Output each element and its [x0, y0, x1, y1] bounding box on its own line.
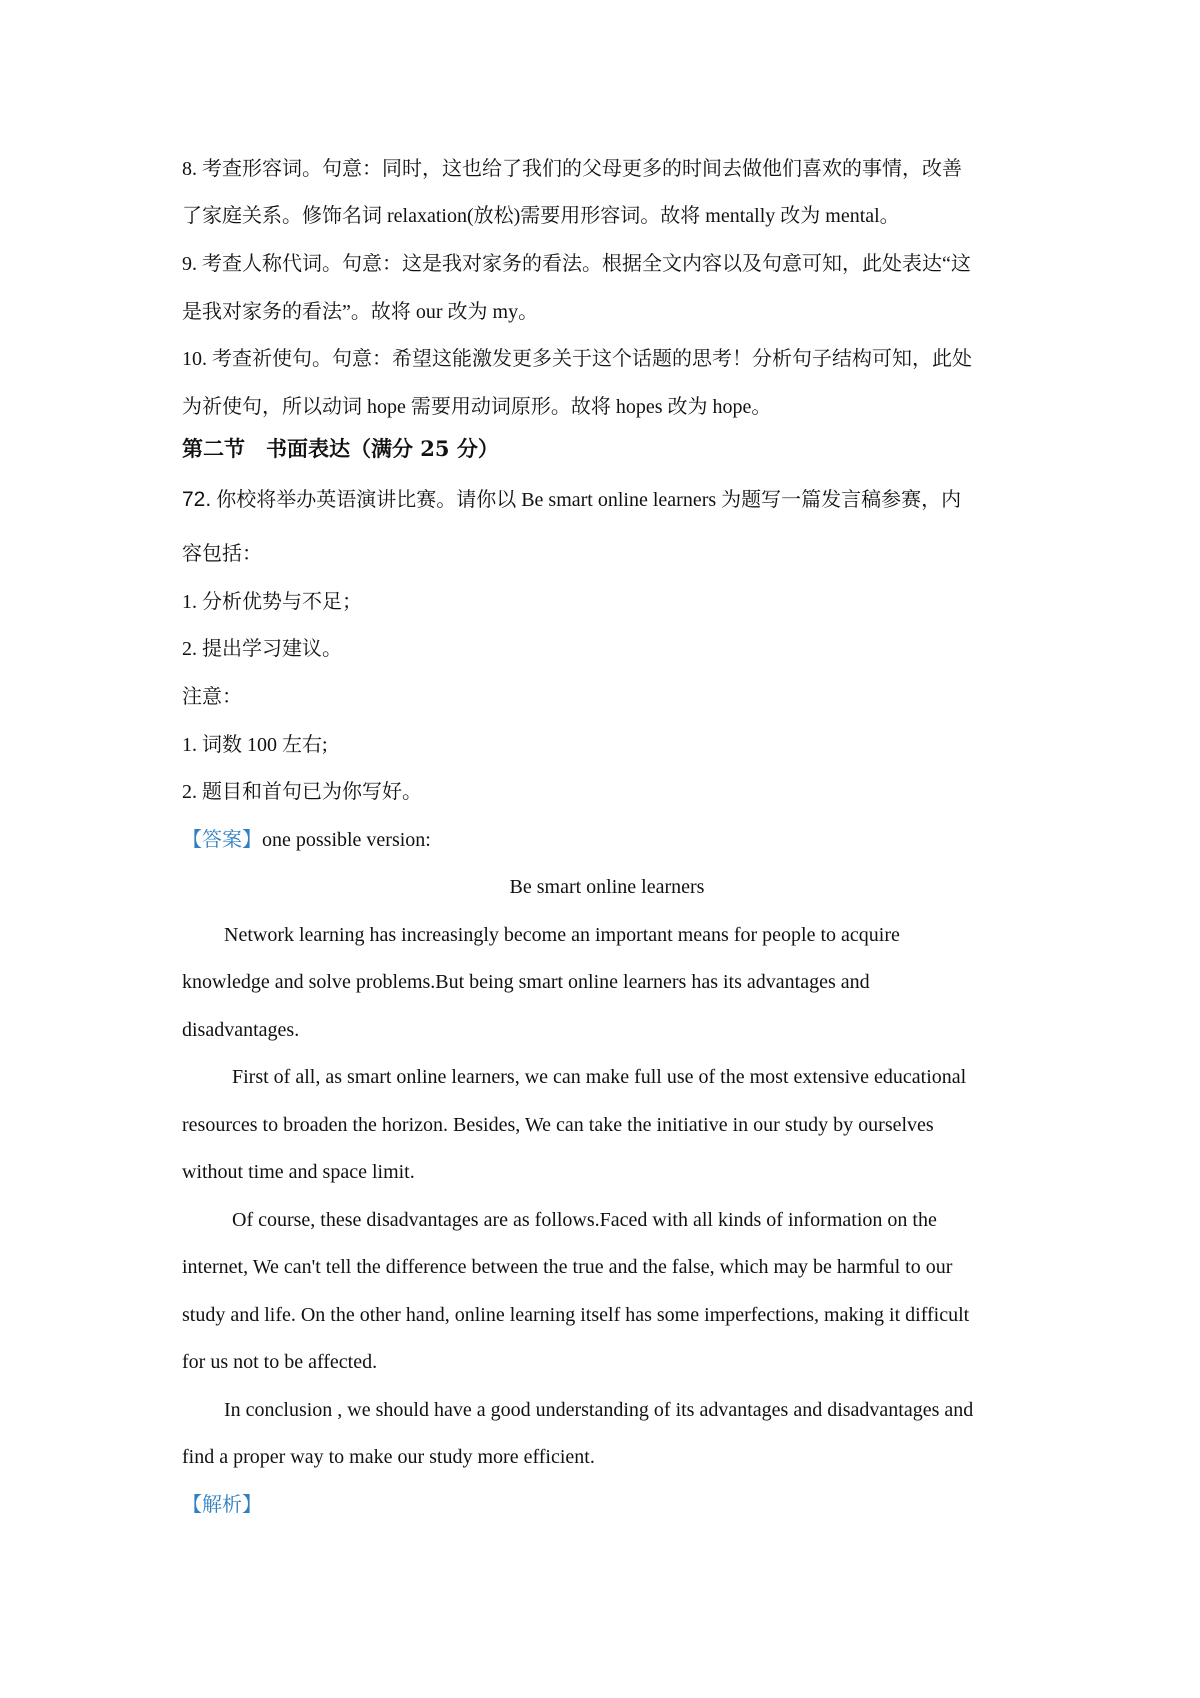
- question-prompt-continued: 容包括：: [182, 543, 262, 565]
- essay-line: without time and space limit.: [182, 1161, 415, 1183]
- question-item: 1. 分析优势与不足；: [182, 591, 362, 613]
- note-item: 1. 词数 100 左右;: [182, 734, 328, 756]
- essay-title: Be smart online learners: [509, 876, 705, 898]
- essay-line: resources to broaden the horizon. Besides, We can take the initiative in our study by ourselves: [182, 1114, 934, 1136]
- essay-line: Network learning has increasingly become an important means for people to acquire: [224, 924, 900, 946]
- question-prompt-text: 你校将举办英语演讲比赛。请你以 Be smart online learners 为题写一篇发言稿参赛，内: [216, 489, 962, 511]
- explanation-line: 10. 考查祈使句。句意：希望这能激发更多关于这个话题的思考！分析句子结构可知，此处: [182, 348, 972, 370]
- note-item: 2. 题目和首句已为你写好。: [182, 781, 422, 803]
- answer-header: [182, 827, 1032, 853]
- explanation-line: 8. 考查形容词。句意：同时，这也给了我们的父母更多的时间去做他们喜欢的事情，改善: [182, 158, 962, 180]
- answer-tag: 【答案】: [182, 829, 262, 851]
- section-heading: 第二节 书面表达（满分 25 分）: [182, 436, 499, 461]
- question-item: 2. 提出学习建议。: [182, 638, 342, 660]
- essay-line: In conclusion , we should have a good understanding of its advantages and disadvantages and: [224, 1399, 974, 1421]
- explanation-line: 了家庭关系。修饰名词 relaxation(放松)需要用形容词。故将 mentally 改为 mental。: [182, 205, 900, 227]
- explanation-line: 为祈使句，所以动词 hope 需要用动词原形。故将 hopes 改为 hope。: [182, 396, 772, 418]
- essay-line: internet, We can't tell the difference between the true and the false, which may be harmful to our: [182, 1256, 953, 1278]
- question-number: 72.: [182, 488, 212, 511]
- essay-line: knowledge and solve problems.But being smart online learners has its advantages and: [182, 971, 870, 993]
- essay-line: disadvantages.: [182, 1019, 300, 1041]
- essay-line: find a proper way to make our study more efficient.: [182, 1446, 595, 1468]
- notes-label: 注意：: [182, 686, 242, 708]
- essay-line: First of all, as smart online learners, we can make full use of the most extensive educational: [232, 1066, 967, 1088]
- explanation-line: 9. 考查人称代词。句意：这是我对家务的看法。根据全文内容以及句意可知，此处表达“这: [182, 253, 971, 275]
- essay-line: for us not to be affected.: [182, 1351, 378, 1373]
- answer-intro: one possible version:: [262, 829, 431, 851]
- question-prompt: [182, 487, 1032, 513]
- analysis-tag: 【解析】: [182, 1494, 262, 1516]
- explanation-line: 是我对家务的看法”。故将 our 改为 my。: [182, 301, 539, 323]
- essay-line: Of course, these disadvantages are as follows.Faced with all kinds of information on the: [232, 1209, 937, 1231]
- essay-line: study and life. On the other hand, online learning itself has some imperfections, making it difficult: [182, 1304, 970, 1326]
